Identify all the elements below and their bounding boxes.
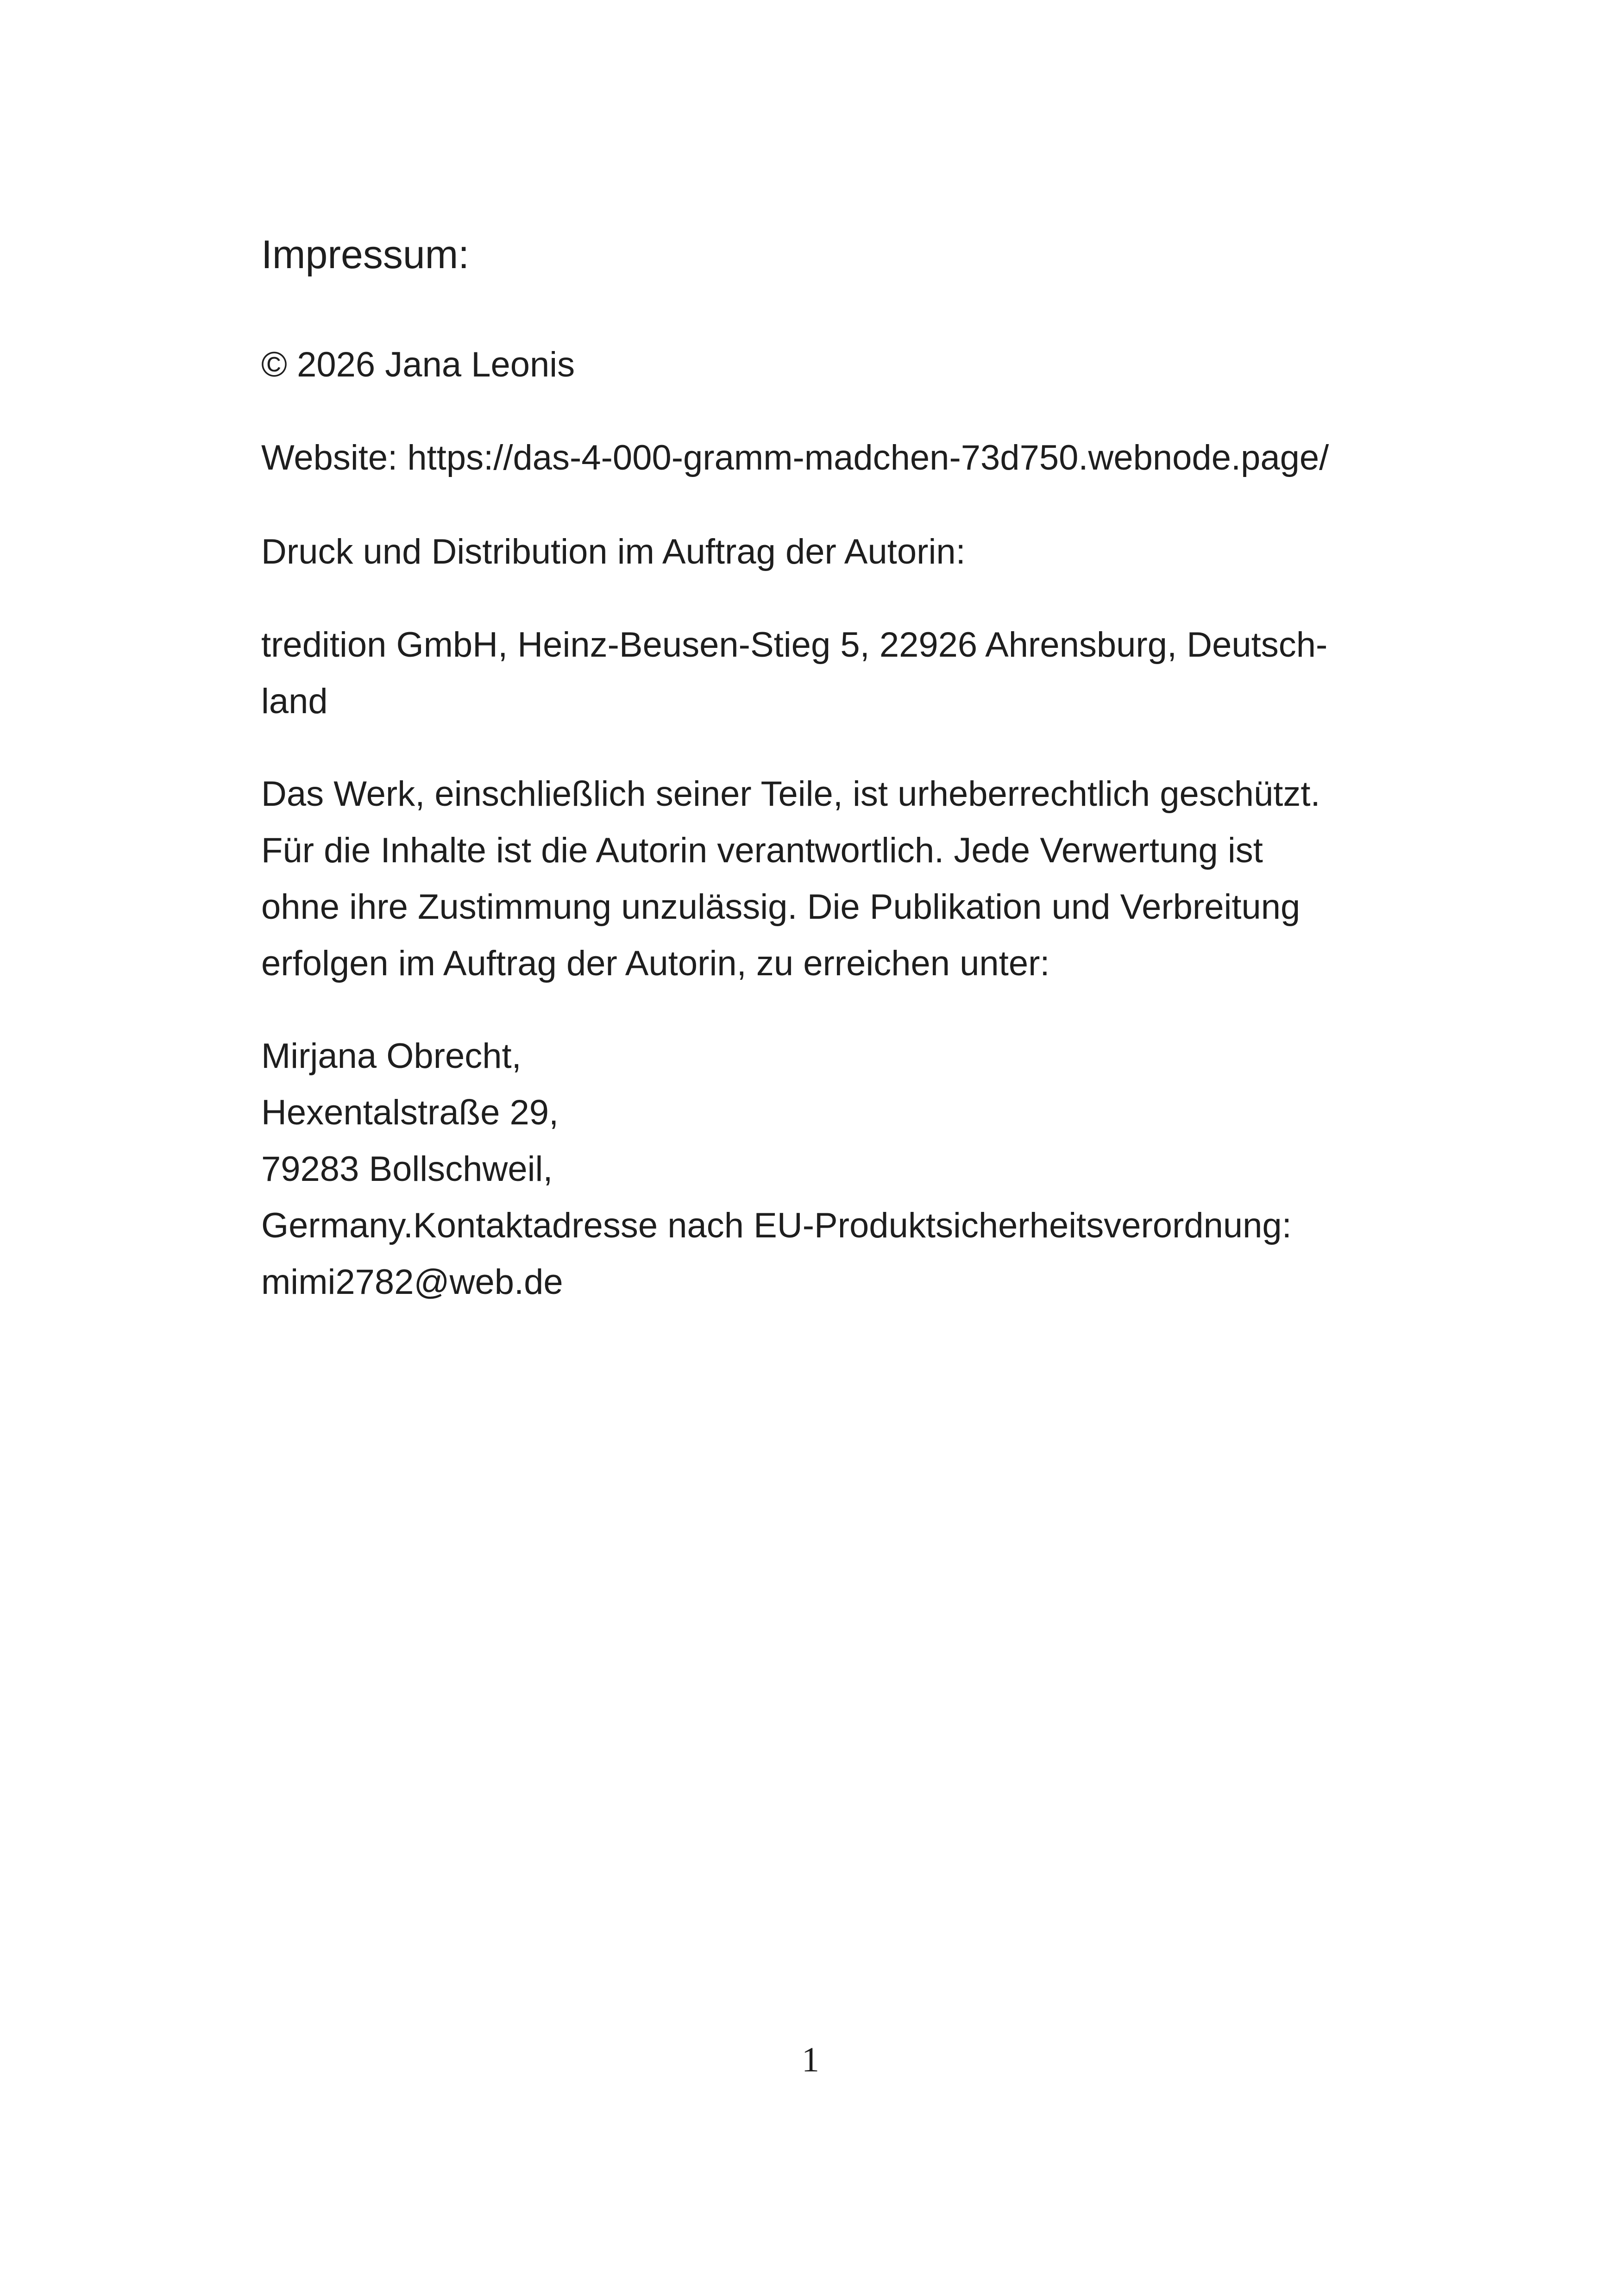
publisher-address-line: tredition GmbH, Heinz-Beusen-Stieg 5, 22926 Ahrensburg, Deutsch-	[261, 625, 1328, 665]
author-street: Hexentalstraße 29,	[261, 1093, 559, 1132]
publisher-address	[261, 617, 1391, 730]
copyright-statement-line: Das Werk, einschließlich seiner Teile, ist urheberrechtlich geschützt.	[261, 774, 1320, 814]
copyright-statement	[261, 766, 1391, 992]
author-city: 79283 Bollschweil,	[261, 1149, 553, 1189]
print-distribution-note	[261, 524, 1391, 580]
print-distribution-text: Druck und Distribution im Auftrag der Autorin:	[261, 532, 966, 571]
imprint-heading: Impressum:	[261, 232, 470, 277]
author-name: Mirjana Obrecht,	[261, 1036, 521, 1076]
publisher-address-line: land	[261, 682, 328, 721]
copyright-notice	[261, 337, 1391, 393]
author-country-contact-note: Germany.Kontaktadresse nach EU-Produktsicherheitsverordnung:	[261, 1206, 1292, 1245]
page-number: 1	[802, 2040, 819, 2079]
copyright-statement-line: ohne ihre Zustimmung unzulässig. Die Publikation und Verbreitung	[261, 887, 1301, 927]
author-contact-address	[261, 1028, 1391, 1311]
copyright-statement-line: Für die Inhalte ist die Autorin verantwortlich. Jede Verwertung ist	[261, 831, 1263, 870]
copyright-statement-line: erfolgen im Auftrag der Autorin, zu erreichen unter:	[261, 944, 1050, 983]
author-email: mimi2782@web.de	[261, 1262, 563, 1302]
copyright-text: © 2026 Jana Leonis	[261, 345, 575, 384]
website-text: Website: https://das-4-000-gramm-madchen-73d750.webnode.page/	[261, 438, 1329, 477]
website-line	[261, 430, 1391, 486]
